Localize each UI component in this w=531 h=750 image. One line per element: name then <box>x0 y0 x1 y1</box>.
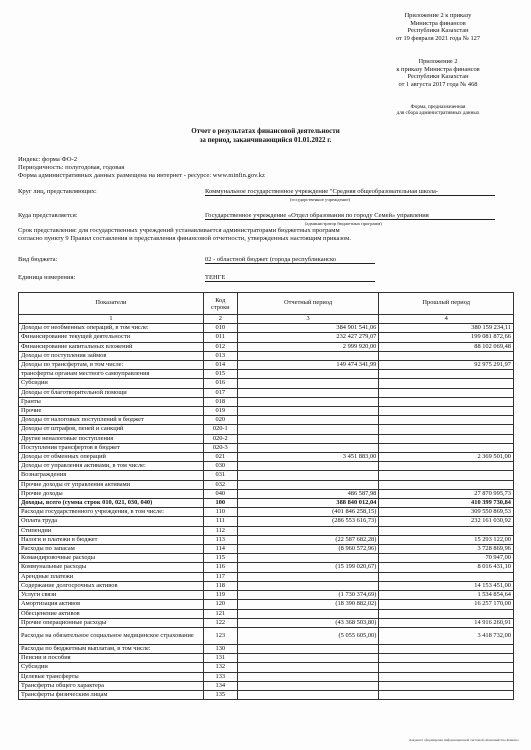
col-current: Отчетный период <box>237 293 379 315</box>
row-label: Финансирование текущей деятельности <box>19 333 204 342</box>
row-current-value <box>237 416 379 425</box>
table-row <box>19 425 514 434</box>
row-previous-value: 1 534 854,64 <box>379 591 514 600</box>
row-previous-value <box>379 379 514 388</box>
row-previous-value <box>379 416 514 425</box>
row-current-value <box>237 644 379 653</box>
row-previous-value: 410 399 730,84 <box>379 499 514 508</box>
row-current-value <box>237 379 379 388</box>
row-current-value <box>237 397 379 406</box>
table-row <box>19 480 514 489</box>
row-current-value: (43 368 503,80) <box>237 618 379 627</box>
row-current-value: 2 999 920,00 <box>237 342 379 351</box>
row-label: Расходы по бюджетным выплатам, в том числе: <box>19 644 204 653</box>
row-previous-value <box>379 681 514 690</box>
row-previous-value <box>379 462 514 471</box>
table-row <box>19 471 514 480</box>
appendix-header-2: Приложение 2 к приказу Министра финансов Республики Казахстан от 1 августа 2017 года № 468 <box>396 58 480 88</box>
row-code: 030 <box>203 462 237 471</box>
row-previous-value <box>379 690 514 699</box>
row-current-value <box>237 471 379 480</box>
row-previous-value: 8 016 431,10 <box>379 563 514 572</box>
row-current-value: (401 846 258,15) <box>237 508 379 517</box>
row-code: 010 <box>203 324 237 333</box>
unit-label: Единица измерения: <box>18 274 76 281</box>
row-label: Содержание долгосрочных активов <box>19 581 204 590</box>
row-label: Обесценение активов <box>19 609 204 618</box>
row-label: Финансирование капитальных вложений <box>19 342 204 351</box>
row-label: Расходы на обязательное социальное медицинское страхование <box>19 627 204 644</box>
row-previous-value <box>379 471 514 480</box>
row-previous-value: 14 916 260,91 <box>379 618 514 627</box>
row-code: 021 <box>203 453 237 462</box>
row-previous-value <box>379 644 514 653</box>
row-previous-value <box>379 397 514 406</box>
table-row <box>19 672 514 681</box>
row-code: 020-1 <box>203 425 237 434</box>
row-current-value: (22 587 682,28) <box>237 535 379 544</box>
presenters-sublabel: (государственное учреждение) <box>290 197 351 202</box>
row-current-value <box>237 672 379 681</box>
row-label: Субсидии <box>19 379 204 388</box>
row-current-value: (18 390 882,02) <box>237 600 379 609</box>
row-current-value <box>237 554 379 563</box>
recipient-label: Куда представляется: <box>18 212 78 219</box>
row-code: 020-2 <box>203 434 237 443</box>
row-label: Доходы от штрафов, пеней и санкций <box>19 425 204 434</box>
table-row <box>19 397 514 406</box>
row-label: Доходы от поступления займов <box>19 351 204 360</box>
row-label: Коммунальные расходы <box>19 563 204 572</box>
form-info: Индекс: форма ФО-2 Периодичность: полугодовая, годовая Форма административных данных размещена на интернет - ресурсе: www.minfin.gov.kz <box>18 156 265 179</box>
row-current-value: (8 960 572,96) <box>237 545 379 554</box>
row-code: 114 <box>203 545 237 554</box>
row-code: 020 <box>203 416 237 425</box>
row-current-value <box>237 434 379 443</box>
row-label: Расходы государственного учреждения, в том числе: <box>19 508 204 517</box>
row-current-value <box>237 388 379 397</box>
row-code: 121 <box>203 609 237 618</box>
table-row <box>19 663 514 672</box>
row-current-value: 388 840 012,04 <box>237 499 379 508</box>
row-previous-value <box>379 434 514 443</box>
row-code: 130 <box>203 644 237 653</box>
row-previous-value: 70 947,00 <box>379 554 514 563</box>
form-note: Форма, предназначенная для сбора административных данных <box>396 104 480 117</box>
row-code: 120 <box>203 600 237 609</box>
presenters-label: Круг лиц, представляющих: <box>18 188 97 195</box>
table-row <box>19 434 514 443</box>
table-index-row <box>19 315 514 324</box>
table-row <box>19 333 514 342</box>
index-cell: 3 <box>237 315 379 324</box>
row-code: 122 <box>203 618 237 627</box>
row-current-value: 232 427 279,07 <box>237 333 379 342</box>
table-row <box>19 462 514 471</box>
row-current-value <box>237 681 379 690</box>
row-code: 019 <box>203 407 237 416</box>
row-current-value: (1 730 374,69) <box>237 591 379 600</box>
unit-value: ТЕНГЕ <box>205 274 375 282</box>
row-previous-value: 16 257 170,00 <box>379 600 514 609</box>
recipient-value: Государственное учреждение «Отдел образования по городу Семей» управления <box>205 212 495 220</box>
row-code: 112 <box>203 526 237 535</box>
row-label: Доходы от обменных операций <box>19 453 204 462</box>
table-row <box>19 690 514 699</box>
row-label: Доходы, всего (сумма строк 010, 021, 030, 040) <box>19 499 204 508</box>
row-code: 135 <box>203 690 237 699</box>
row-label: Амортизация активов <box>19 600 204 609</box>
row-previous-value <box>379 609 514 618</box>
row-code: 012 <box>203 342 237 351</box>
row-previous-value <box>379 654 514 663</box>
row-label: Арендные платежи <box>19 572 204 581</box>
row-previous-value <box>379 388 514 397</box>
row-previous-value: 2 369 501,00 <box>379 453 514 462</box>
row-previous-value: 92 975 291,97 <box>379 361 514 370</box>
row-current-value: 486 587,98 <box>237 489 379 498</box>
row-label: Вознаграждения <box>19 471 204 480</box>
row-label: Доходы от благотворительной помощи <box>19 388 204 397</box>
row-previous-value <box>379 672 514 681</box>
table-row <box>19 324 514 333</box>
row-current-value: (286 553 616,73) <box>237 517 379 526</box>
table-row <box>19 618 514 627</box>
table-row <box>19 644 514 653</box>
row-previous-value: 15 293 122,00 <box>379 535 514 544</box>
table-row <box>19 361 514 370</box>
col-indicators: Показатели <box>19 293 204 315</box>
table-row <box>19 563 514 572</box>
table-row <box>19 545 514 554</box>
row-code: 015 <box>203 370 237 379</box>
row-code: 113 <box>203 535 237 544</box>
row-label: Субсидии <box>19 663 204 672</box>
index-cell: 2 <box>203 315 237 324</box>
row-label: Целевые трансферты <box>19 672 204 681</box>
row-code: 013 <box>203 351 237 360</box>
row-current-value: 384 901 541,06 <box>237 324 379 333</box>
row-previous-value <box>379 370 514 379</box>
row-current-value: (5 055 605,00) <box>237 627 379 644</box>
table-row <box>19 499 514 508</box>
footnote: Документ сформирован информационной системой «Казначейство-Клиент» <box>408 738 519 742</box>
row-current-value <box>237 480 379 489</box>
table-header <box>19 293 514 315</box>
row-previous-value: 380 159 234,11 <box>379 324 514 333</box>
row-label: трансферты органам местного самоуправления <box>19 370 204 379</box>
col-previous: Прошлый период <box>379 293 514 315</box>
row-code: 117 <box>203 572 237 581</box>
row-code: 100 <box>203 499 237 508</box>
row-code: 133 <box>203 672 237 681</box>
table-row <box>19 407 514 416</box>
row-current-value <box>237 654 379 663</box>
deadline-text: Срок представления: для государственных учреждений устанавливается администраторами бюджетных программ согласно пункту 9 Правил составления и представления финансовой отчетности, утвержденных настоящим приказом. <box>18 227 351 242</box>
table-row <box>19 654 514 663</box>
row-current-value <box>237 425 379 434</box>
budget-value: 02 - областной бюджет (города республиканско <box>205 256 375 264</box>
table-row <box>19 517 514 526</box>
row-label: Налоги и платежи в бюджет <box>19 535 204 544</box>
row-code: 031 <box>203 471 237 480</box>
table-row <box>19 554 514 563</box>
recipient-sublabel: (администратор бюджетных программ) <box>305 221 382 226</box>
row-previous-value: 3 418 732,00 <box>379 627 514 644</box>
row-code: 032 <box>203 480 237 489</box>
table-row <box>19 508 514 517</box>
row-code: 131 <box>203 654 237 663</box>
row-label: Трансферты общего характера <box>19 681 204 690</box>
table-row <box>19 416 514 425</box>
table-row <box>19 591 514 600</box>
row-code: 020-3 <box>203 443 237 452</box>
row-code: 018 <box>203 397 237 406</box>
row-code: 118 <box>203 581 237 590</box>
row-label: Поступления трансфертов в бюджет <box>19 443 204 452</box>
row-label: Прочие операционные расходы <box>19 618 204 627</box>
row-code: 119 <box>203 591 237 600</box>
table-row <box>19 370 514 379</box>
row-previous-value <box>379 526 514 535</box>
row-code: 123 <box>203 627 237 644</box>
row-code: 040 <box>203 489 237 498</box>
table-row <box>19 453 514 462</box>
table-row <box>19 342 514 351</box>
table-row <box>19 609 514 618</box>
row-current-value <box>237 351 379 360</box>
row-code: 017 <box>203 388 237 397</box>
table-row <box>19 681 514 690</box>
row-label: Прочие доходы от управления активами <box>19 480 204 489</box>
row-label: Прочие доходы <box>19 489 204 498</box>
row-previous-value <box>379 351 514 360</box>
row-code: 132 <box>203 663 237 672</box>
row-code: 110 <box>203 508 237 517</box>
row-current-value: (15 199 020,67) <box>237 563 379 572</box>
row-label: Расходы по запасам <box>19 545 204 554</box>
row-current-value <box>237 407 379 416</box>
row-previous-value: 14 153 451,00 <box>379 581 514 590</box>
table-row <box>19 535 514 544</box>
row-previous-value: 199 081 872,66 <box>379 333 514 342</box>
row-current-value <box>237 690 379 699</box>
table-row <box>19 572 514 581</box>
table-row <box>19 379 514 388</box>
row-previous-value: 3 728 869,96 <box>379 545 514 554</box>
row-previous-value: 309 550 869,53 <box>379 508 514 517</box>
row-previous-value <box>379 663 514 672</box>
table-row <box>19 489 514 498</box>
row-label: Доходы от налоговых поступлений в бюджет <box>19 416 204 425</box>
row-current-value <box>237 581 379 590</box>
row-code: 115 <box>203 554 237 563</box>
row-label: Доходы от необменных операций, в том числе: <box>19 324 204 333</box>
appendix-header-1: Приложение 2 к приказу Министра финансов Республики Казахстан от 19 февраля 2021 года № 127 <box>395 12 481 42</box>
row-current-value: 3 451 883,00 <box>237 453 379 462</box>
row-label: Пенсии и пособия <box>19 654 204 663</box>
index-cell: 1 <box>19 315 204 324</box>
table-body <box>19 315 514 700</box>
table-row <box>19 581 514 590</box>
row-current-value <box>237 443 379 452</box>
row-label: Другие неналоговые поступления <box>19 434 204 443</box>
row-previous-value: 27 870 995,73 <box>379 489 514 498</box>
row-current-value <box>237 370 379 379</box>
table-row <box>19 600 514 609</box>
row-current-value <box>237 462 379 471</box>
row-previous-value: 88 102 069,48 <box>379 342 514 351</box>
row-current-value <box>237 572 379 581</box>
row-code: 111 <box>203 517 237 526</box>
row-code: 116 <box>203 563 237 572</box>
row-current-value <box>237 609 379 618</box>
row-code: 016 <box>203 379 237 388</box>
row-label: Гранты <box>19 397 204 406</box>
index-cell: 4 <box>379 315 514 324</box>
table-row <box>19 627 514 644</box>
row-previous-value <box>379 425 514 434</box>
table-row <box>19 526 514 535</box>
table-row <box>19 388 514 397</box>
row-current-value: 149 474 341,99 <box>237 361 379 370</box>
row-previous-value <box>379 407 514 416</box>
row-label: Доходы от управления активами, в том числе: <box>19 462 204 471</box>
row-label: Прочие <box>19 407 204 416</box>
row-current-value <box>237 663 379 672</box>
financial-results-table <box>18 292 514 700</box>
row-previous-value: 232 161 030,92 <box>379 517 514 526</box>
table-row <box>19 443 514 452</box>
row-label: Оплата труда <box>19 517 204 526</box>
presenters-value: Коммунальное государственное учреждение "Средняя общеобразовательная школа- <box>205 188 495 196</box>
row-label: Трансферты физическим лицам <box>19 690 204 699</box>
budget-label: Вид бюджета: <box>18 256 58 263</box>
row-label: Командировочные расходы <box>19 554 204 563</box>
row-label: Стипендии <box>19 526 204 535</box>
report-title: Отчет о результатах финансовой деятельности за период, заканчивающийся 01.01.2022 г. <box>191 127 340 144</box>
col-code: Код строки <box>203 293 237 315</box>
row-previous-value <box>379 572 514 581</box>
row-previous-value <box>379 443 514 452</box>
row-code: 014 <box>203 361 237 370</box>
row-current-value <box>237 526 379 535</box>
row-code: 011 <box>203 333 237 342</box>
table-row <box>19 351 514 360</box>
row-previous-value <box>379 480 514 489</box>
row-label: Доходы по трансфертам, в том числе: <box>19 361 204 370</box>
row-code: 134 <box>203 681 237 690</box>
row-label: Услуги связи <box>19 591 204 600</box>
